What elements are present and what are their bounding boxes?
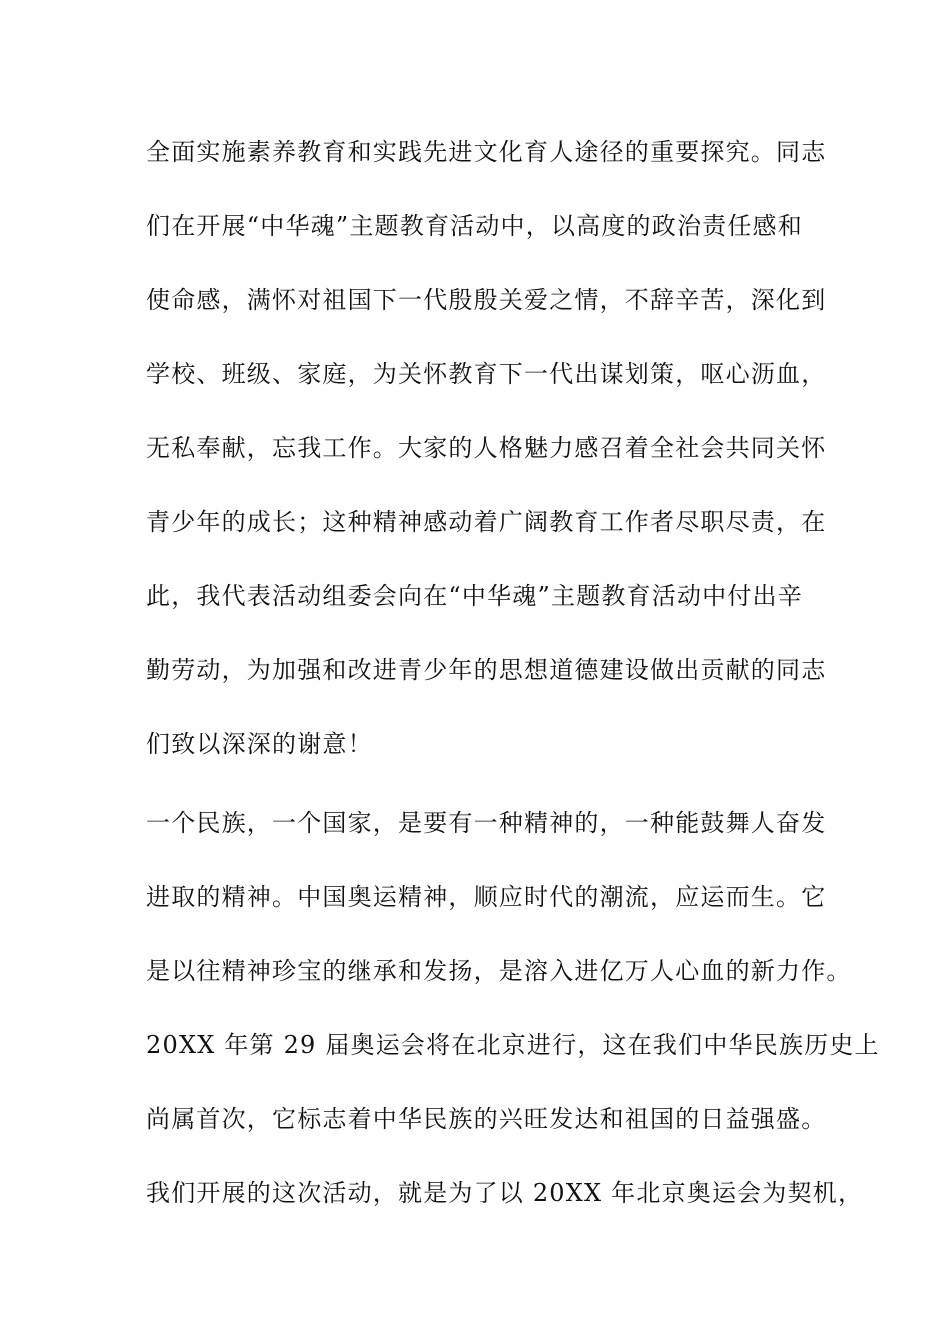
text-line: 一个民族，一个国家，是要有一种精神的，一种能鼓舞人奋发 — [146, 809, 827, 837]
text-line: 进取的精神。中国奥运精神，顺应时代的潮流，应运而生。它 — [146, 883, 827, 911]
text-line: 青少年的成长；这种精神感动着广阔教育工作者尽职尽责，在 — [146, 508, 827, 536]
text-line: 我们开展的这次活动，就是为了以 20XX 年北京奥运会为契机， — [146, 1179, 864, 1207]
text-line: 无私奉献，忘我工作。大家的人格魅力感召着全社会共同关怀 — [146, 434, 827, 462]
text-line: 20XX 年第 29 届奥运会将在北京进行，这在我们中华民族历史上 — [146, 1031, 880, 1059]
text-line: 学校、班级、家庭，为关怀教育下一代出谋划策，呕心沥血， — [146, 360, 827, 388]
text-line: 勤劳动，为加强和改进青少年的思想道德建设做出贡献的同志 — [146, 656, 827, 684]
text-line: 使命感，满怀对祖国下一代殷殷关爱之情，不辞辛苦，深化到 — [146, 286, 827, 314]
text-line: 全面实施素养教育和实践先进文化育人途径的重要探究。同志 — [146, 138, 827, 166]
text-line: 此，我代表活动组委会向在“中华魂”主题教育活动中付出辛 — [146, 582, 803, 610]
text-line: 是以往精神珍宝的继承和发扬，是溶入进亿万人心血的新力作。 — [146, 957, 852, 985]
text-line: 尚属首次，它标志着中华民族的兴旺发达和祖国的日益强盛。 — [146, 1105, 827, 1133]
text-line: 们致以深深的谢意！ — [146, 730, 373, 758]
text-line: 们在开展“中华魂”主题教育活动中，以高度的政治责任感和 — [146, 212, 803, 240]
